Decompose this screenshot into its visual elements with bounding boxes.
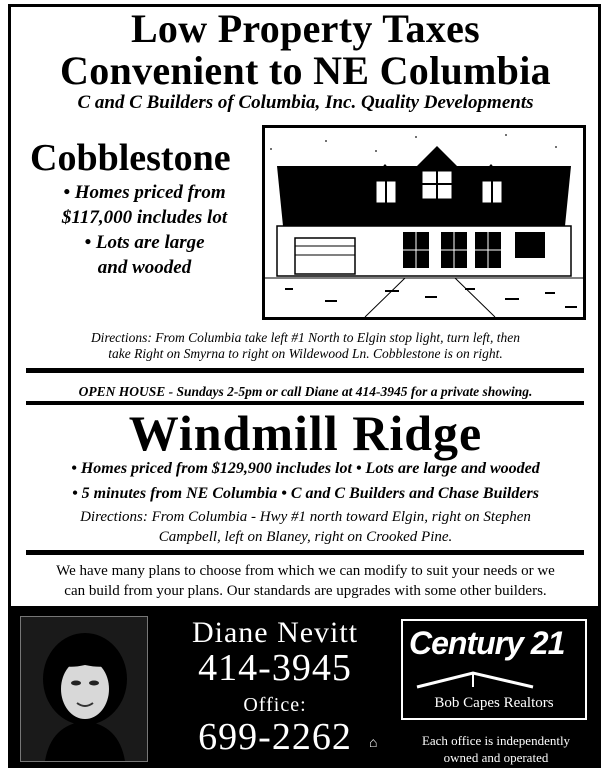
house-illustration — [265, 128, 583, 317]
house-photo — [262, 125, 586, 320]
disclaimer-line-1: Each office is independently — [421, 733, 571, 748]
cobblestone-directions-2: take Right on Smyrna to right on Wildewood Ln. Cobblestone is on right. — [108, 346, 503, 361]
agent-photo — [20, 616, 148, 762]
headline-line1: Low Property Taxes — [130, 6, 481, 51]
cobblestone-bullet-1: • Homes priced from — [63, 182, 226, 203]
cobblestone-bullet-4: and wooded — [97, 257, 192, 278]
cobblestone-bullet-3: • Lots are large — [84, 232, 205, 253]
byline: C and C Builders of Columbia, Inc. Quality Developments — [77, 92, 534, 113]
house-roof-icon — [413, 669, 573, 691]
plans-line-2: can build from your plans. Our standards are upgrades with some other builders. — [64, 583, 547, 599]
windmill-bullets-1: • Homes priced from $129,900 includes lot • Lots are large and wooded — [71, 460, 540, 477]
agent-info — [150, 616, 400, 759]
headline-line2: Convenient to NE Columbia — [60, 48, 551, 93]
agent-phone: 414-3945 — [198, 647, 352, 689]
office-phone: 699-2262 — [198, 716, 352, 758]
agent-name: Diane Nevitt — [191, 616, 359, 649]
windmill-title: Windmill Ridge — [128, 405, 483, 461]
cobblestone-title: Cobblestone — [30, 137, 231, 179]
century21-logo — [401, 619, 587, 720]
windmill-directions-1: Directions: From Columbia - Hwy #1 north toward Elgin, right on Stephen — [80, 509, 531, 525]
open-house-text: OPEN HOUSE - Sundays 2-5pm or call Diane at 414-3945 for a private showing. — [78, 384, 533, 399]
equal-housing-icon: ⌂ — [369, 736, 378, 751]
disclaimer — [398, 732, 594, 766]
plans-line-1: We have many plans to choose from which we can modify to suit your needs or we — [56, 563, 555, 579]
cobblestone-bullets — [32, 180, 257, 280]
cobblestone-directions-1: Directions: From Columbia take left #1 North to Elgin stop light, turn left, then — [90, 330, 521, 345]
divider — [26, 368, 584, 373]
cobblestone-bullet-2: $117,000 includes lot — [61, 207, 228, 228]
divider — [26, 550, 584, 555]
windmill-directions-2: Campbell, left on Blaney, right on Crooked Pine. — [158, 529, 453, 545]
windmill-bullets-2: • 5 minutes from NE Columbia • C and C Builders and Chase Builders — [72, 485, 539, 502]
disclaimer-line-2: owned and operated — [443, 750, 549, 765]
office-name: Bob Capes Realtors — [434, 695, 554, 711]
office-label: Office: — [243, 694, 307, 716]
century21-wordmark: Century 21 — [409, 625, 565, 661]
